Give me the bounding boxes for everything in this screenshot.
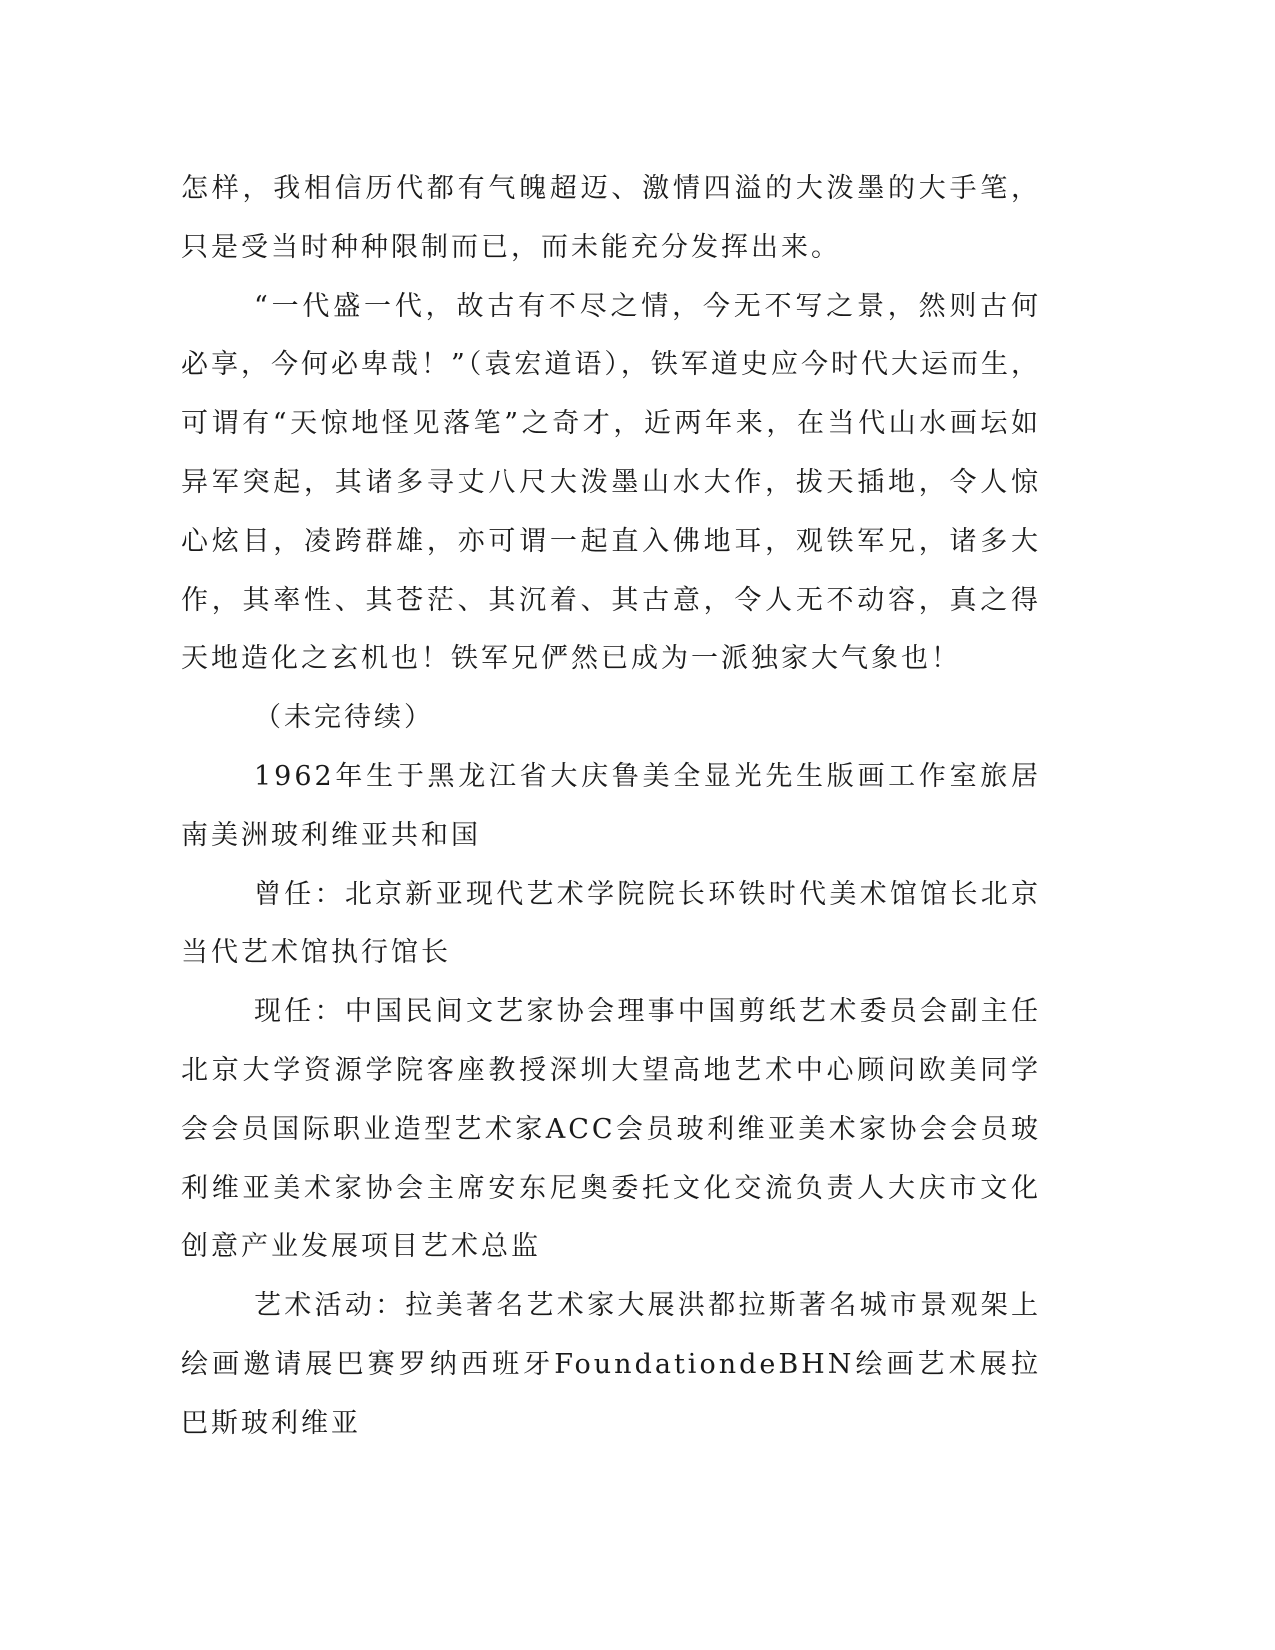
paragraph-1: 怎样，我相信历代都有气魄超迈、激情四溢的大泼墨的大手笔，只是受当时种种限制而已，而未能充分发挥出来。 [181,173,1041,263]
paragraph-6: 现任：中国民间文艺家协会理事中国剪纸艺术委员会副主任北京大学资源学院客座教授深圳大望高地艺术中心顾问欧美同学会会员国际职业造型艺术家ACC会员玻利维亚美术家协会会员玻利维亚美术家协会主席安东尼奥委托文化交流负责人大庆市文化创意产业发展项目艺术总监 [181,996,1041,1263]
paragraph-7: 艺术活动：拉美著名艺术家大展洪都拉斯著名城市景观架上绘画邀请展巴赛罗纳西班牙FoundationdeBHN绘画艺术展拉巴斯玻利维亚 [181,1290,1041,1439]
paragraph-3: （未完待续） [254,702,434,734]
paragraph-4: 1962年生于黑龙江省大庆鲁美全显光先生版画工作室旅居南美洲玻利维亚共和国 [181,760,1041,851]
paragraph-2: “一代盛一代，故古有不尽之情，今无不写之景，然则古何必享，今何必卑哉！”（袁宏道语），铁军道史应今时代大运而生，可谓有“天惊地怪见落笔”之奇才，近两年来，在当代山水画坛如异军突起，其诸多寻丈八尺大泼墨山水大作，拔天插地，令人惊心炫目，凌跨群雄，亦可谓一起直入佛地耳，观铁军兄，诸多大作，其率性、其苍茫、其沉着、其古意，令人无不动容，真之得天地造化之玄机也！铁军兄俨然已成为一派独家大气象也！ [181,290,1041,675]
document-body [181,160,1041,1454]
paragraph-5: 曾任：北京新亚现代艺术学院院长环铁时代美术馆馆长北京当代艺术馆执行馆长 [181,878,1041,969]
